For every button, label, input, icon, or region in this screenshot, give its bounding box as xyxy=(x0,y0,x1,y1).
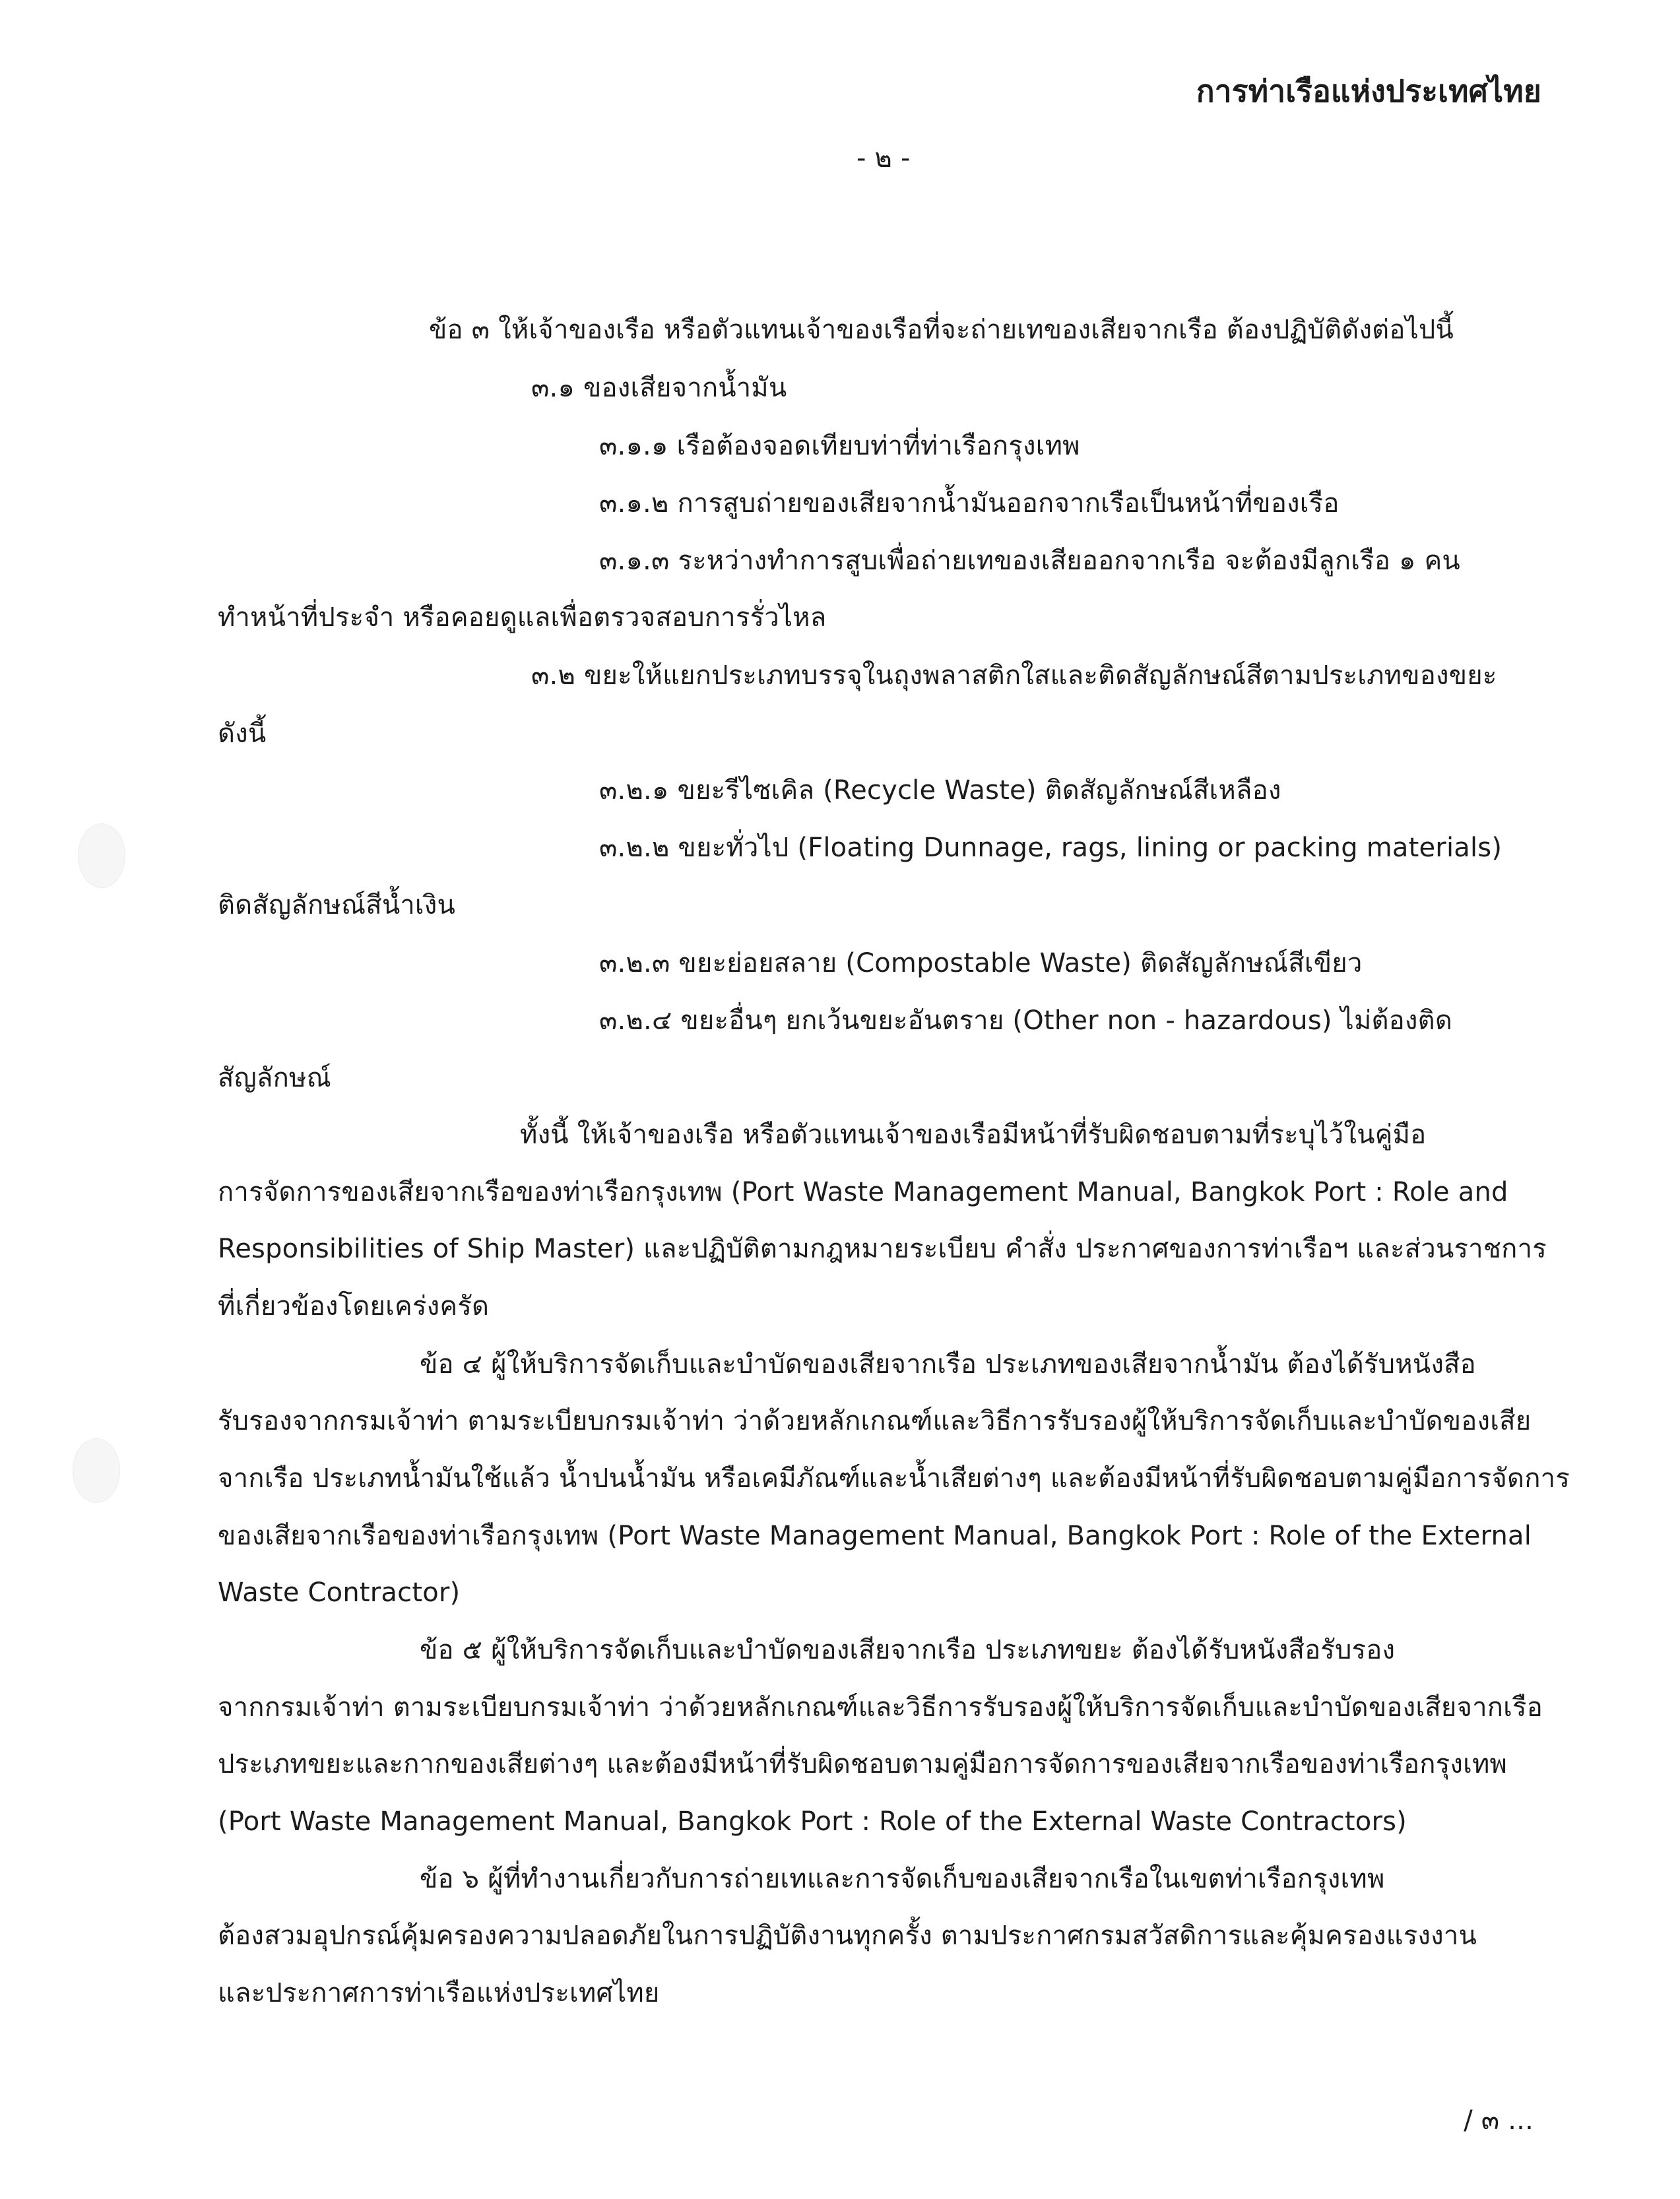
clause-6-line-2: ต้องสวมอุปกรณ์คุ้มครองความปลอดภัยในการปฏิบัติงานทุกครั้ง ตามประกาศกรมสวัสดิการและคุ้มครองแรงงาน xyxy=(218,1921,1477,1951)
item-3-2-4: ๓.๒.๔ ขยะอื่นๆ ยกเว้นขยะอันตราย (Other non - hazardous) ไม่ต้องติด xyxy=(599,1005,1452,1036)
paragraph-responsibility-line-3: Responsibilities of Ship Master) และปฏิบัติตามกฎหมายระเบียบ คำสั่ง ประกาศของการท่าเรือฯ และส่วนราชการ xyxy=(218,1234,1547,1264)
continuation-marker: / ๓ ... xyxy=(1464,2105,1534,2136)
clause-5-line-2: จากกรมเจ้าท่า ตามระเบียบกรมเจ้าท่า ว่าด้วยหลักเกณฑ์และวิธีการรับรองผู้ให้บริการจัดเก็บและบำบัดของเสียจากเรือ xyxy=(218,1692,1543,1723)
item-3-1-3-cont: ทำหน้าที่ประจำ หรือคอยดูแลเพื่อตรวจสอบการรั่วไหล xyxy=(218,602,827,633)
paragraph-responsibility-line-2: การจัดการของเสียจากเรือของท่าเรือกรุงเทพ (Port Waste Management Manual, Bangkok Port : Role and xyxy=(218,1177,1508,1207)
clause-4-line-4: ของเสียจากเรือของท่าเรือกรุงเทพ (Port Waste Management Manual, Bangkok Port : Role of the External xyxy=(218,1521,1532,1551)
clause-4-line-1: ข้อ ๔ ผู้ให้บริการจัดเก็บและบำบัดของเสียจากเรือ ประเภทของเสียจากน้ำมัน ต้องได้รับหนังสือ xyxy=(420,1349,1476,1380)
item-3-2-4-cont: สัญลักษณ์ xyxy=(218,1063,331,1093)
clause-3-heading: ข้อ ๓ ให้เจ้าของเรือ หรือตัวแทนเจ้าของเรือที่จะถ่ายเทของเสียจากเรือ ต้องปฏิบัติดังต่อไปนี้ xyxy=(429,315,1454,345)
clause-5-line-3: ประเภทขยะและกากของเสียต่างๆ และต้องมีหน้าที่รับผิดชอบตามคู่มือการจัดการของเสียจากเรือของท่าเรือกรุงเทพ xyxy=(218,1749,1508,1779)
item-3-1: ๓.๑ ของเสียจากน้ำมัน xyxy=(531,373,787,403)
item-3-1-3: ๓.๑.๓ ระหว่างทำการสูบเพื่อถ่ายเทของเสียออกจากเรือ จะต้องมีลูกเรือ ๑ คน xyxy=(599,546,1460,576)
paragraph-responsibility-line-4: ที่เกี่ยวข้องโดยเคร่งครัด xyxy=(218,1291,490,1322)
clause-4-line-5: Waste Contractor) xyxy=(218,1578,461,1608)
clause-6-line-1: ข้อ ๖ ผู้ที่ทำงานเกี่ยวกับการถ่ายเทและการจัดเก็บของเสียจากเรือในเขตท่าเรือกรุงเทพ xyxy=(420,1864,1385,1894)
paragraph-responsibility-line-1: ทั้งนี้ ให้เจ้าของเรือ หรือตัวแทนเจ้าของเรือมีหน้าที่รับผิดชอบตามที่ระบุไว้ในคู่มือ xyxy=(520,1120,1427,1150)
item-3-2-1: ๓.๒.๑ ขยะรีไซเคิล (Recycle Waste) ติดสัญลักษณ์สีเหลือง xyxy=(599,775,1281,806)
item-3-2-2-cont: ติดสัญลักษณ์สีน้ำเงิน xyxy=(218,890,456,920)
clause-5-line-1: ข้อ ๕ ผู้ให้บริการจัดเก็บและบำบัดของเสียจากเรือ ประเภทขยะ ต้องได้รับหนังสือรับรอง xyxy=(420,1635,1396,1665)
item-3-2-2: ๓.๒.๒ ขยะทั่วไป (Floating Dunnage, rags, lining or packing materials) xyxy=(599,833,1502,863)
clause-4-line-3: จากเรือ ประเภทน้ำมันใช้แล้ว น้ำปนน้ำมัน หรือเคมีภัณฑ์และน้ำเสียต่างๆ และต้องมีหน้าที่รับผิดชอบตามคู่มือการจัดการ xyxy=(218,1463,1570,1494)
item-3-1-1: ๓.๑.๑ เรือต้องจอดเทียบท่าที่ท่าเรือกรุงเทพ xyxy=(599,431,1080,461)
item-3-2: ๓.๒ ขยะให้แยกประเภทบรรจุในถุงพลาสติกใสและติดสัญลักษณ์สีตามประเภทของขยะ xyxy=(531,660,1497,691)
item-3-2-cont: ดังนี้ xyxy=(218,718,267,749)
clause-4-line-2: รับรองจากกรมเจ้าท่า ตามระเบียบกรมเจ้าท่า ว่าด้วยหลักเกณฑ์และวิธีการรับรองผู้ให้บริการจัดเก็บและบำบัดของเสีย xyxy=(218,1406,1532,1436)
item-3-1-2: ๓.๑.๒ การสูบถ่ายของเสียจากน้ำมันออกจากเรือเป็นหน้าที่ของเรือ xyxy=(599,488,1340,519)
punch-hole-bottom xyxy=(73,1438,120,1503)
clause-6-line-3: และประกาศการท่าเรือแห่งประเทศไทย xyxy=(218,1978,660,2008)
punch-hole-top xyxy=(78,823,125,888)
item-3-2-3: ๓.๒.๓ ขยะย่อยสลาย (Compostable Waste) ติดสัญลักษณ์สีเขียว xyxy=(599,948,1363,978)
page-number: - ๒ - xyxy=(856,143,911,174)
clause-5-line-4: (Port Waste Management Manual, Bangkok Port : Role of the External Waste Contractors) xyxy=(218,1806,1407,1837)
organization-header: การท่าเรือแห่งประเทศไทย xyxy=(1196,73,1541,109)
